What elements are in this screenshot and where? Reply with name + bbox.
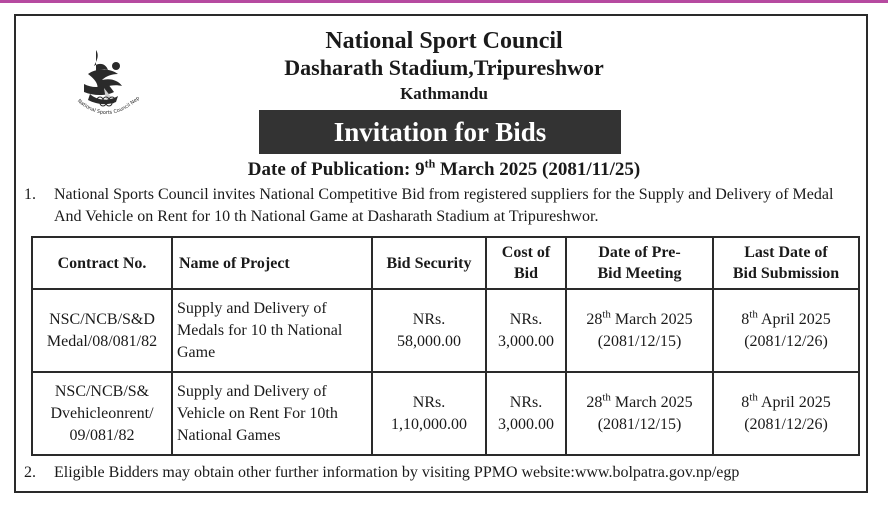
clause-1 bbox=[24, 184, 858, 228]
contract-line: Dvehicleonrent/ bbox=[50, 404, 154, 422]
date-day: 28 bbox=[586, 393, 603, 411]
notice-title-banner: Invitation for Bids bbox=[259, 110, 621, 154]
col-last-line1: Last Date of bbox=[744, 244, 828, 261]
currency-label: NRs. bbox=[509, 393, 543, 411]
project-name-cell: Supply and Delivery of Vehicle on Rent For 10th National Games bbox=[172, 372, 372, 455]
col-prebid-meeting bbox=[566, 237, 713, 289]
contract-line: NSC/NCB/S&D bbox=[49, 310, 155, 328]
col-cost-line1: Cost of bbox=[501, 244, 551, 261]
date-bs: (2081/12/26) bbox=[744, 332, 828, 350]
contract-number-cell bbox=[32, 289, 172, 372]
currency-label: NRs. bbox=[509, 310, 543, 328]
cost-of-bid-cell bbox=[486, 372, 566, 455]
date-bs: (2081/12/15) bbox=[597, 332, 682, 350]
col-cost-line2: Bid bbox=[513, 265, 538, 282]
clause-number: 1. bbox=[24, 186, 36, 203]
publication-month-year: March 2025 (2081/11/25) bbox=[435, 159, 641, 180]
table-row bbox=[32, 289, 859, 372]
date-month-year: April 2025 bbox=[757, 310, 831, 328]
clause-2 bbox=[24, 462, 858, 484]
amount-value: 3,000.00 bbox=[498, 415, 554, 433]
clause-number: 2. bbox=[24, 464, 36, 481]
col-cost-of-bid bbox=[486, 237, 566, 289]
date-suffix: th bbox=[602, 391, 611, 404]
amount-value: 3,000.00 bbox=[498, 332, 554, 350]
currency-label: NRs. bbox=[412, 393, 446, 411]
bid-security-cell bbox=[372, 372, 486, 455]
table-row bbox=[32, 372, 859, 455]
prebid-date-cell bbox=[566, 372, 713, 455]
publication-day: 9 bbox=[415, 159, 425, 180]
table-header-row bbox=[32, 237, 859, 289]
currency-label: NRs. bbox=[412, 310, 446, 328]
date-suffix: th bbox=[749, 391, 758, 404]
col-contract-no: Contract No. bbox=[32, 237, 172, 289]
last-date-cell bbox=[713, 372, 859, 455]
col-bid-security: Bid Security bbox=[372, 237, 486, 289]
publication-label: Date of Publication: bbox=[247, 159, 416, 180]
publication-day-suffix: th bbox=[424, 156, 436, 171]
date-day: 8 bbox=[741, 310, 750, 328]
col-last-submission bbox=[713, 237, 859, 289]
amount-value: 58,000.00 bbox=[397, 332, 461, 350]
organization-name: National Sport Council bbox=[325, 28, 563, 54]
amount-value: 1,10,000.00 bbox=[391, 415, 467, 433]
col-prebid-line1: Date of Pre- bbox=[598, 244, 681, 261]
organization-location: Dasharath Stadium,Tripureshwor bbox=[284, 55, 604, 80]
publication-date bbox=[0, 158, 888, 182]
clause-text: National Sports Council invites National Competitive Bid from registered suppliers for the Supply and Delivery of Medal And Vehicle on Rent for 10 th National Game at Dasharath Stadium at Tripureshwor. bbox=[54, 186, 834, 225]
last-date-cell bbox=[713, 289, 859, 372]
date-suffix: th bbox=[749, 308, 758, 321]
top-accent-rule bbox=[0, 0, 888, 3]
date-bs: (2081/12/26) bbox=[744, 415, 828, 433]
date-bs: (2081/12/15) bbox=[597, 415, 682, 433]
bid-security-cell bbox=[372, 289, 486, 372]
contract-line: Medal/08/081/82 bbox=[46, 332, 158, 350]
contract-number-cell bbox=[32, 372, 172, 455]
bid-table bbox=[31, 236, 860, 456]
contract-line: 09/081/82 bbox=[69, 426, 135, 444]
col-prebid-line2: Bid Meeting bbox=[597, 265, 682, 282]
clause-text: Eligible Bidders may obtain other further information by visiting PPMO website:www.bolpatra.gov.np/egp bbox=[54, 464, 740, 481]
date-month-year: March 2025 bbox=[610, 393, 693, 411]
prebid-date-cell bbox=[566, 289, 713, 372]
date-day: 8 bbox=[741, 393, 750, 411]
project-name-cell: Supply and Delivery of Medals for 10 th National Game bbox=[172, 289, 372, 372]
col-last-line2: Bid Submission bbox=[732, 265, 840, 282]
col-project-name: Name of Project bbox=[172, 237, 372, 289]
contract-line: NSC/NCB/S& bbox=[54, 382, 150, 400]
date-day: 28 bbox=[586, 310, 603, 328]
emblem-caption: National Sports Council Nep bbox=[76, 95, 141, 117]
cost-of-bid-cell bbox=[486, 289, 566, 372]
date-month-year: March 2025 bbox=[610, 310, 693, 328]
organization-city: Kathmandu bbox=[400, 84, 488, 103]
date-month-year: April 2025 bbox=[757, 393, 831, 411]
date-suffix: th bbox=[602, 308, 611, 321]
